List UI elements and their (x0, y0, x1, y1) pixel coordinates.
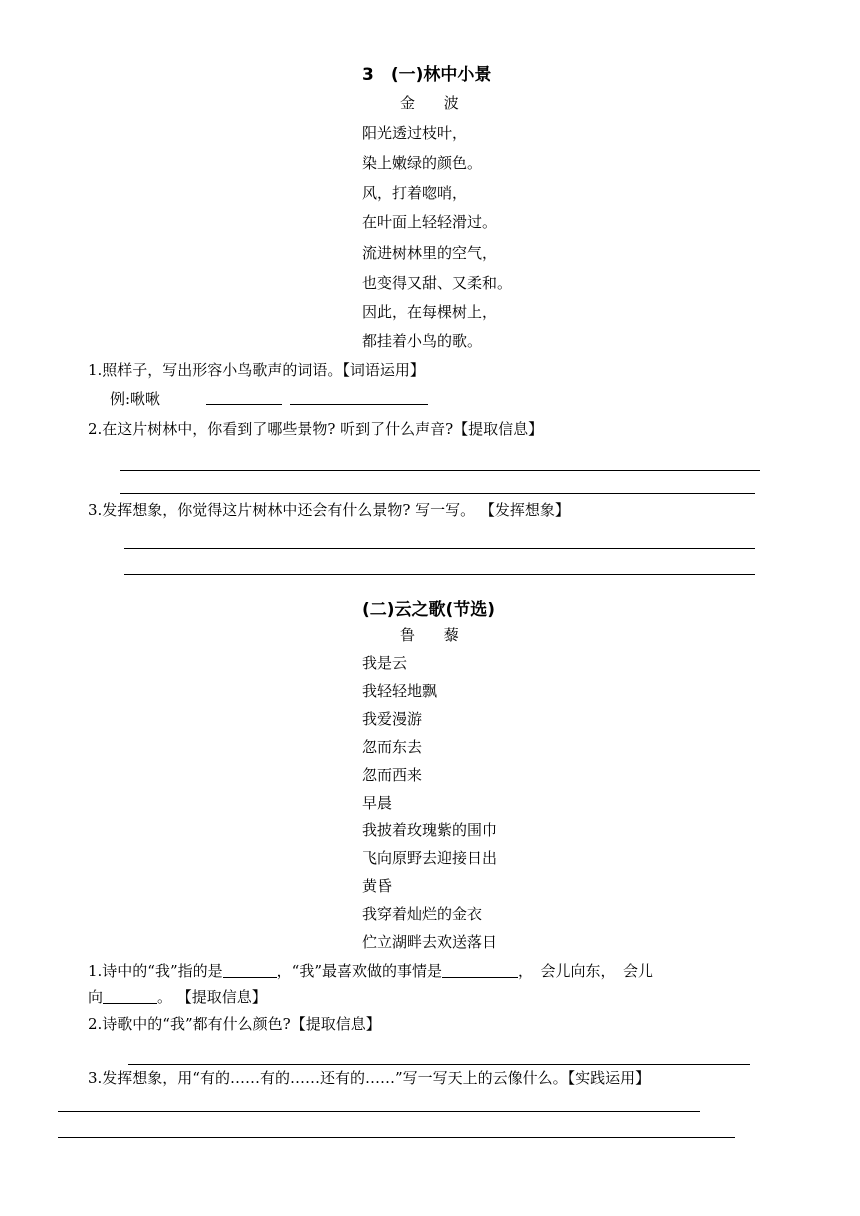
answer-blank[interactable] (103, 989, 157, 1004)
poem2-line: 忽而东去 (362, 738, 423, 756)
q-text: ， 会儿向东， 会儿 (518, 962, 654, 980)
question-2-1-cont (88, 986, 267, 1007)
question-1-example: 例:啾啾 (110, 390, 161, 408)
poem1-line: 染上嫩绿的颜色。 (362, 154, 483, 172)
answer-blank[interactable] (206, 404, 282, 405)
answer-line[interactable] (124, 548, 755, 549)
question-2-3: 3.发挥想象，用“有的……有的……还有的……”写一写天上的云像什么。【实践运用】 (88, 1069, 651, 1087)
question-2-1 (88, 960, 653, 981)
poem1-line: 也变得又甜、又柔和。 (362, 274, 513, 292)
poem2-line: 飞向原野去迎接日出 (362, 849, 498, 867)
answer-line[interactable] (120, 470, 760, 471)
answer-line[interactable] (58, 1137, 735, 1138)
question-3: 3.发挥想象，你觉得这片树林中还会有什么景物? 写一写。 【发挥想象】 (88, 501, 570, 519)
question-1: 1.照样子，写出形容小鸟歌声的词语。【词语运用】 (88, 361, 425, 379)
section1-title: 3 (一)林中小景 (362, 65, 492, 85)
poem2-line: 我爱漫游 (362, 710, 423, 728)
poem2-line: 我轻轻地飘 (362, 682, 438, 700)
poem2-line: 早晨 (362, 794, 393, 812)
poem1-line: 阳光透过枝叶， (362, 124, 468, 142)
poem1-line: 因此，在每棵树上， (362, 303, 498, 321)
question-2-2: 2.诗歌中的“我”都有什么颜色?【提取信息】 (88, 1015, 381, 1033)
q-text: 。 【提取信息】 (157, 988, 267, 1006)
poem2-line: 伫立湖畔去欢送落日 (362, 933, 498, 951)
answer-blank[interactable] (223, 963, 277, 978)
poem1-line: 都挂着小鸟的歌。 (362, 332, 483, 350)
poem1-line: 流进树林里的空气， (362, 244, 498, 262)
section2-title: (二)云之歌(节选) (362, 600, 496, 620)
poem2-line: 我是云 (362, 654, 408, 672)
question-2: 2.在这片树林中，你看到了哪些景物? 听到了什么声音?【提取信息】 (88, 420, 544, 438)
poem2-line: 忽而西来 (362, 766, 423, 784)
poem2-line: 黄昏 (362, 877, 393, 895)
q-text: ，“我”最喜欢做的事情是 (276, 962, 442, 980)
answer-line[interactable] (120, 493, 755, 494)
answer-blank[interactable] (290, 404, 428, 405)
section2-author: 鲁 藜 (400, 626, 471, 644)
q-text: 1.诗中的“我”指的是 (88, 962, 223, 980)
answer-line[interactable] (128, 1064, 750, 1065)
poem2-line: 我披着玫瑰紫的围巾 (362, 821, 498, 839)
poem2-line: 我穿着灿烂的金衣 (362, 905, 483, 923)
poem1-line: 风，打着唿哨， (362, 184, 468, 202)
answer-line[interactable] (58, 1111, 700, 1112)
q-text: 向 (88, 988, 104, 1006)
answer-line[interactable] (124, 574, 755, 575)
answer-blank[interactable] (442, 963, 518, 978)
poem1-line: 在叶面上轻轻滑过。 (362, 213, 498, 231)
section1-author: 金 波 (400, 94, 471, 112)
